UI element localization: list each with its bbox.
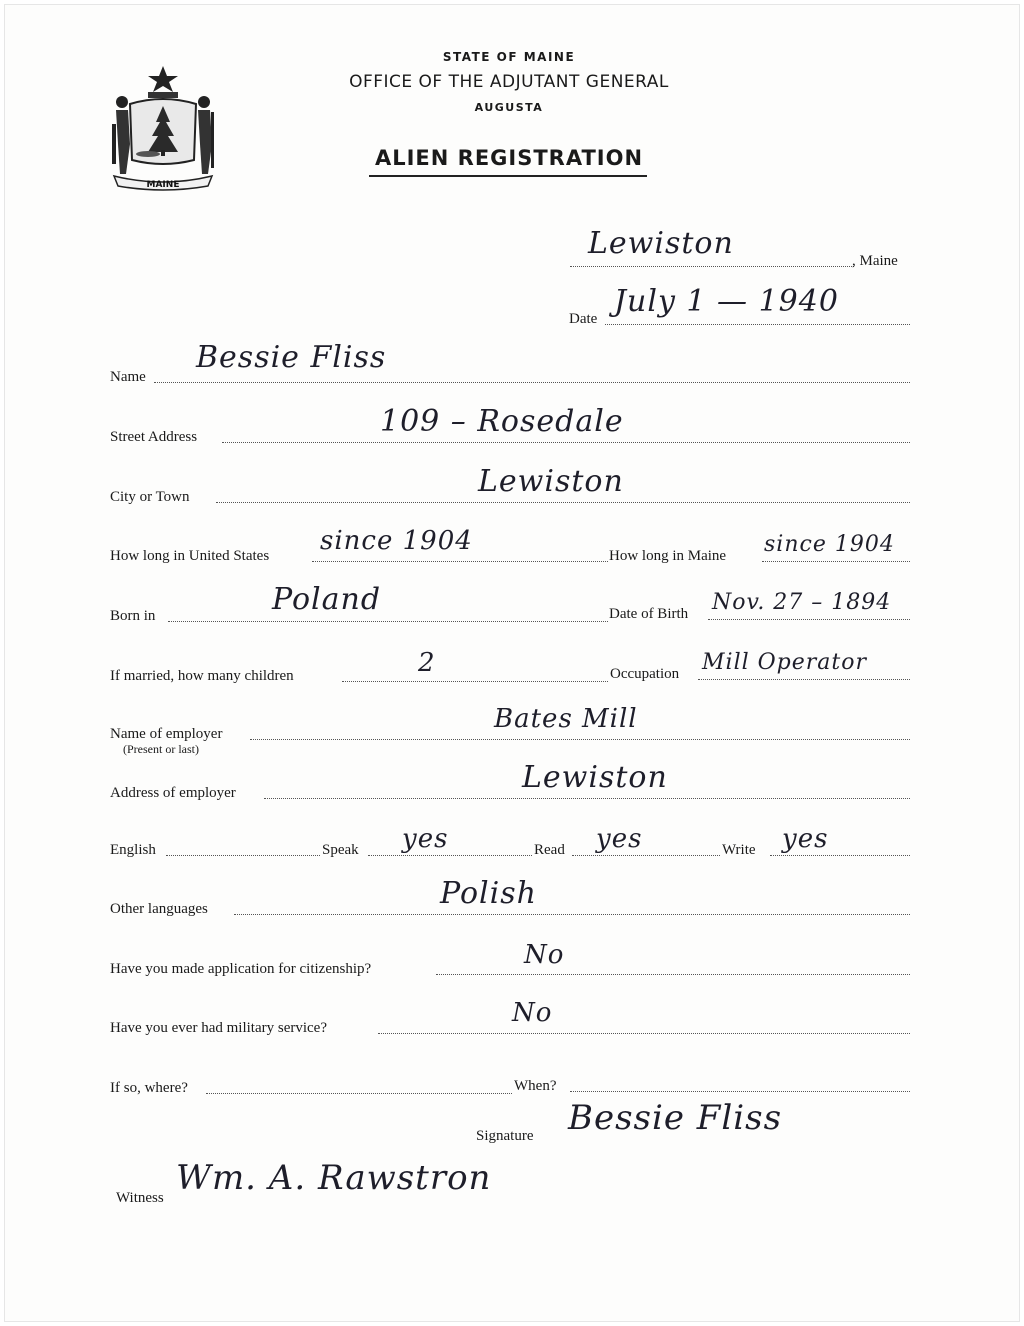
employer-label: Name of employer [110, 726, 223, 742]
dob-line [708, 619, 910, 620]
header-city: AUGUSTA [474, 101, 544, 114]
born-in-line [168, 621, 608, 622]
employer-value: Bates Mill [494, 704, 638, 734]
dob-value: Nov. 27 – 1894 [712, 590, 892, 615]
employer-address-label: Address of employer [110, 785, 236, 801]
name-value: Bessie Fliss [196, 340, 387, 375]
date-label: Date [569, 311, 598, 327]
employer-line [250, 739, 910, 740]
citizenship-value: No [524, 940, 565, 970]
how-long-us-line [312, 561, 608, 562]
form-page [4, 4, 1020, 1322]
speak-label: Speak [322, 842, 359, 858]
when-line [570, 1091, 910, 1092]
speak-line [368, 855, 532, 856]
read-line [572, 855, 720, 856]
occupation-label: Occupation [610, 666, 680, 682]
born-in-label: Born in [110, 608, 156, 624]
write-value: yes [782, 824, 829, 854]
other-languages-line [234, 914, 910, 915]
maine-label: , Maine [852, 253, 898, 269]
read-label: Read [534, 842, 565, 858]
employer-address-value: Lewiston [522, 760, 668, 795]
signature-value: Bessie Fliss [568, 1098, 783, 1138]
how-long-maine-value: since 1904 [764, 532, 895, 557]
how-long-us-value: since 1904 [320, 526, 473, 556]
form-title: ALIEN REGISTRATION [374, 146, 644, 170]
town-line [570, 266, 854, 267]
children-label: If married, how many children [110, 668, 294, 684]
seal-text: MAINE [146, 180, 180, 190]
city-line [216, 502, 910, 503]
street-line [222, 442, 910, 443]
how-long-maine-line [762, 561, 910, 562]
where-label: If so, where? [110, 1080, 188, 1096]
write-line [770, 855, 910, 856]
children-line [342, 681, 608, 682]
occupation-value: Mill Operator [702, 650, 868, 675]
where-line [206, 1093, 512, 1094]
date-value: July 1 — 1940 [614, 284, 839, 319]
children-value: 2 [418, 648, 436, 678]
speak-value: yes [402, 824, 449, 854]
other-languages-value: Polish [440, 876, 537, 911]
military-value: No [512, 998, 553, 1028]
city-label: City or Town [110, 489, 190, 505]
how-long-maine-label: How long in Maine [609, 548, 727, 564]
military-line [378, 1033, 910, 1034]
date-line [605, 324, 910, 325]
name-label: Name [110, 369, 146, 385]
city-value: Lewiston [478, 464, 624, 499]
signature-label: Signature [476, 1128, 534, 1144]
write-label: Write [722, 842, 756, 858]
born-in-value: Poland [272, 582, 382, 617]
dob-label: Date of Birth [609, 606, 689, 622]
witness-value: Wm. A. Rawstron [176, 1158, 492, 1198]
town-value: Lewiston [588, 226, 734, 261]
how-long-us-label: How long in United States [110, 548, 270, 564]
citizenship-line [436, 974, 910, 975]
citizenship-label: Have you made application for citizenship? [110, 961, 372, 977]
when-label: When? [514, 1078, 557, 1094]
english-label: English [110, 842, 156, 858]
street-label: Street Address [110, 429, 198, 445]
read-value: yes [596, 824, 643, 854]
header-state: STATE OF MAINE [442, 50, 576, 64]
employer-address-line [264, 798, 910, 799]
street-value: 109 – Rosedale [380, 404, 624, 439]
header-office: OFFICE OF THE ADJUTANT GENERAL [349, 72, 669, 92]
witness-label: Witness [116, 1190, 164, 1206]
english-line [166, 855, 320, 856]
occupation-line [698, 679, 910, 680]
employer-note: (Present or last) [123, 742, 199, 756]
other-languages-label: Other languages [110, 901, 208, 917]
title-underline [369, 175, 647, 177]
name-line [154, 382, 910, 383]
military-label: Have you ever had military service? [110, 1020, 327, 1036]
